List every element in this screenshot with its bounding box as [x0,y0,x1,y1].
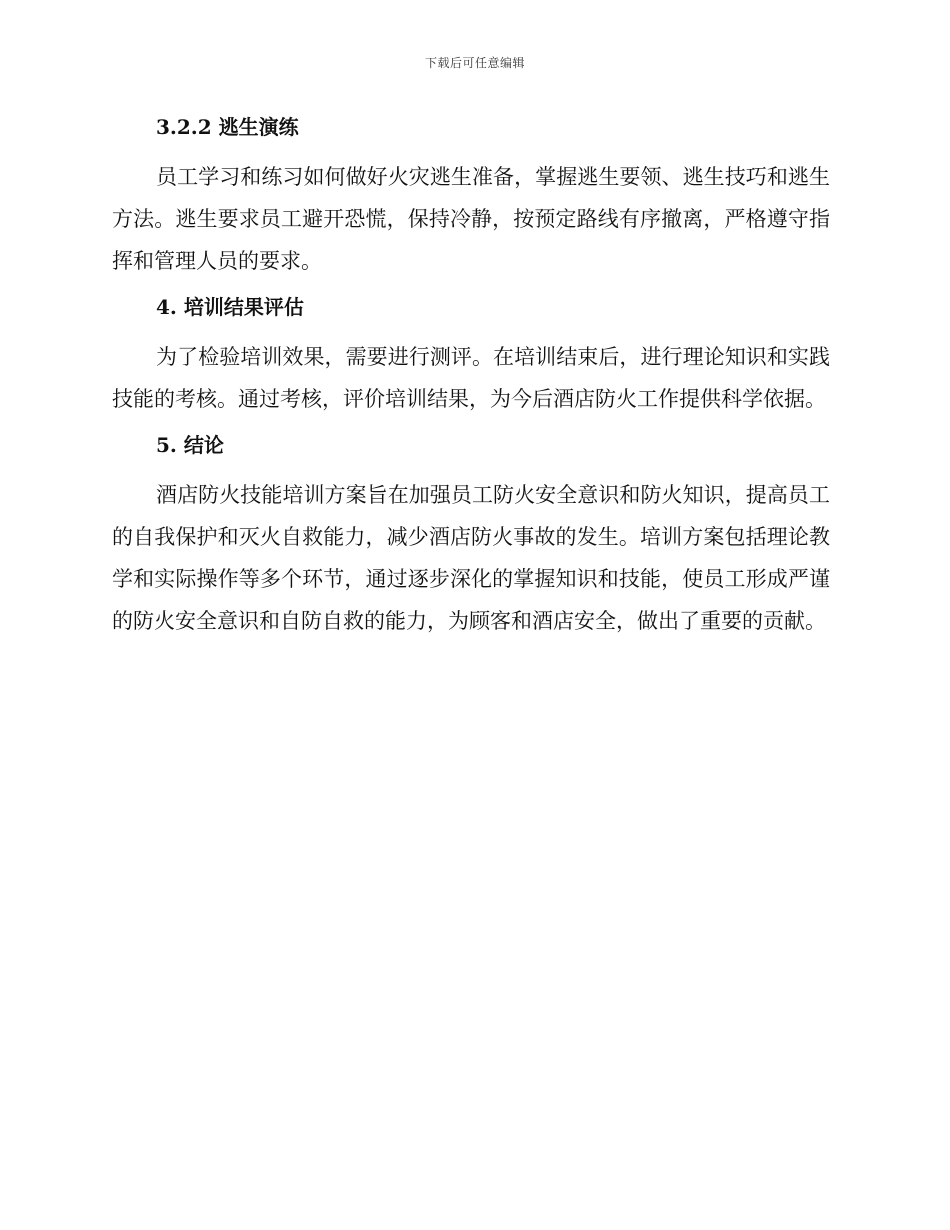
section-heading: 5. 结论 [156,433,224,457]
section-heading: 3.2.2 逃生演练 [156,115,299,139]
document-body [112,110,830,650]
section-paragraph: 为了检验培训效果，需要进行测评。在培训结束后，进行理论知识和实践技能的考核。通过考核，评价培训结果，为今后酒店防火工作提供科学依据。 [112,345,830,411]
page-header-note: 下载后可任意编辑 [424,56,525,70]
section-heading: 4. 培训结果评估 [156,295,304,319]
section-escape-drill [112,110,830,282]
section-conclusion [112,428,830,642]
section-paragraph: 员工学习和练习如何做好火灾逃生准备，掌握逃生要领、逃生技巧和逃生方法。逃生要求员工避开恐慌，保持冷静，按预定路线有序撤离，严格遵守指挥和管理人员的要求。 [112,165,830,273]
section-paragraph: 酒店防火技能培训方案旨在加强员工防火安全意识和防火知识，提高员工的自我保护和灭火自救能力，减少酒店防火事故的发生。培训方案包括理论教学和实际操作等多个环节，通过逐步深化的掌握知识和技能，使员工形成严谨的防火安全意识和自防自救的能力，为顾客和酒店安全，做出了重要的贡献。 [112,483,830,633]
section-training-evaluation [112,290,830,420]
